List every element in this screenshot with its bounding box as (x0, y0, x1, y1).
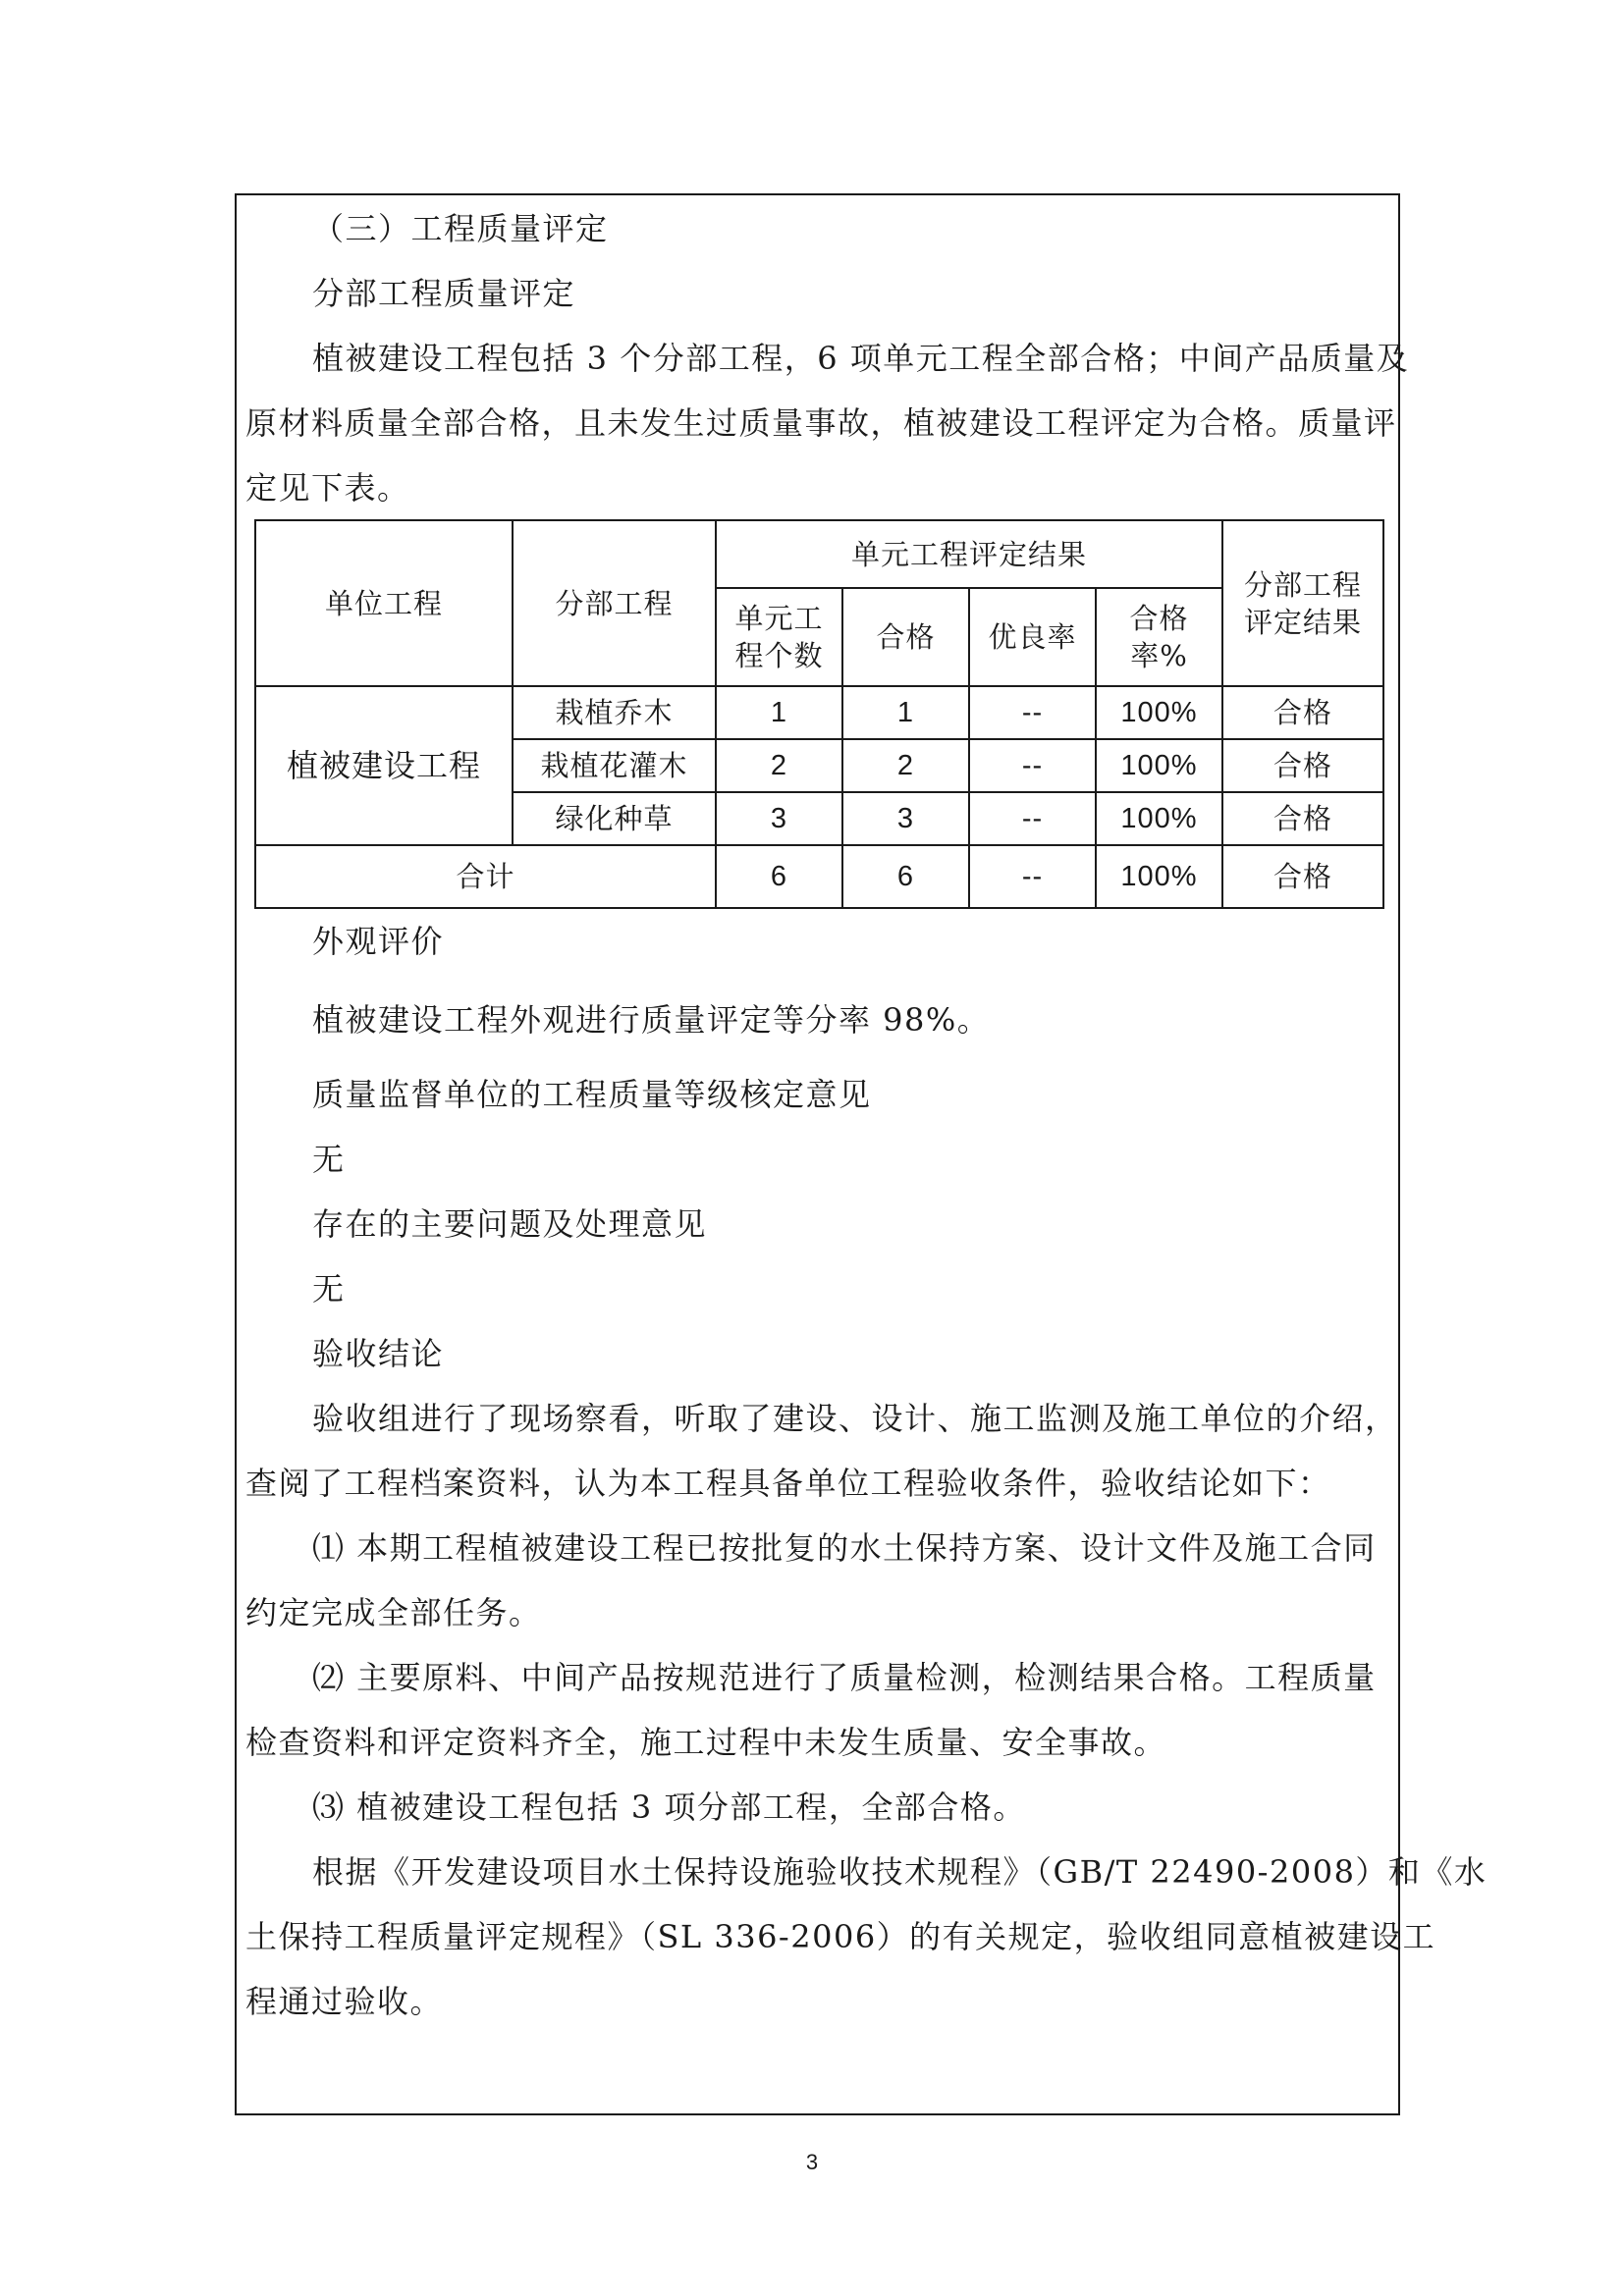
none-text: 无 (312, 1270, 346, 1308)
excellent-rate: -- (969, 686, 1096, 739)
division-name: 栽植花灌木 (513, 739, 716, 792)
total-label: 合计 (255, 845, 716, 908)
header-division-project: 分部工程 (513, 520, 716, 686)
division-result: 合格 (1222, 792, 1383, 845)
paragraph-line: 验收组进行了现场察看，听取了建设、设计、施工监测及施工单位的介绍， (312, 1400, 1398, 1437)
paragraph-line: 定见下表。 (245, 469, 410, 507)
paragraph-line: 程通过验收。 (245, 1983, 444, 2020)
list-item-continuation: 约定完成全部任务。 (245, 1594, 542, 1631)
pass-count: 1 (842, 686, 969, 739)
division-result: 合格 (1222, 739, 1383, 792)
list-item: ⑵ 主要原料、中间产品按规范进行了质量检测，检测结果合格。工程质量 (312, 1659, 1377, 1696)
header-pass-rate: 合格 率% (1096, 588, 1222, 686)
paragraph-line: 根据《开发建设项目水土保持设施验收技术规程》（GB/T 22490-2008）和《水 (312, 1853, 1488, 1891)
list-item: ⑴ 本期工程植被建设工程已按批复的水土保持方案、设计文件及施工合同 (312, 1529, 1377, 1567)
paragraph-line: 原材料质量全部合格，且未发生过质量事故，植被建设工程评定为合格。质量评 (245, 404, 1397, 442)
unit-count: 1 (716, 686, 842, 739)
none-text: 无 (312, 1141, 346, 1178)
pass-rate: 100% (1096, 792, 1222, 845)
excellent-rate: -- (969, 739, 1096, 792)
paragraph-line: 查阅了工程档案资料，认为本工程具备单位工程验收条件，验收结论如下： (245, 1465, 1331, 1502)
paragraph-line: 土保持工程质量评定规程》（SL 336-2006）的有关规定，验收组同意植被建设工 (245, 1918, 1436, 1955)
pass-count: 2 (842, 739, 969, 792)
header-excellent-rate: 优良率 (969, 588, 1096, 686)
subheading-supervision-opinion: 质量监督单位的工程质量等级核定意见 (312, 1076, 872, 1113)
total-excellent: -- (969, 845, 1096, 908)
header-unit-project: 单位工程 (255, 520, 513, 686)
page-number: 3 (805, 2150, 819, 2174)
total-rate: 100% (1096, 845, 1222, 908)
division-result: 合格 (1222, 686, 1383, 739)
division-name: 栽植乔木 (513, 686, 716, 739)
list-item-continuation: 检查资料和评定资料齐全，施工过程中未发生质量、安全事故。 (245, 1724, 1167, 1761)
division-name: 绿化种草 (513, 792, 716, 845)
table-row (255, 686, 1383, 739)
subheading-issues: 存在的主要问题及处理意见 (312, 1205, 708, 1243)
subheading-division-quality: 分部工程质量评定 (312, 275, 576, 312)
pass-count: 3 (842, 792, 969, 845)
quality-assessment-table (254, 519, 1384, 909)
list-item: ⑶ 植被建设工程包括 3 项分部工程，全部合格。 (312, 1789, 1026, 1826)
section-title: （三）工程质量评定 (312, 210, 609, 247)
header-pass: 合格 (842, 588, 969, 686)
unit-count: 3 (716, 792, 842, 845)
unit-count: 2 (716, 739, 842, 792)
paragraph-line: 植被建设工程外观进行质量评定等分率 98%。 (312, 1001, 991, 1039)
total-pass: 6 (842, 845, 969, 908)
unit-name-cell: 植被建设工程 (255, 686, 513, 845)
subheading-appearance: 外观评价 (312, 923, 445, 960)
header-division-result: 分部工程 评定结果 (1222, 520, 1383, 686)
pass-rate: 100% (1096, 686, 1222, 739)
header-result-group: 单元工程评定结果 (716, 520, 1222, 588)
table-total-row (255, 845, 1383, 908)
paragraph-line: 植被建设工程包括 3 个分部工程，6 项单元工程全部合格；中间产品质量及 (312, 340, 1410, 377)
excellent-rate: -- (969, 792, 1096, 845)
total-result: 合格 (1222, 845, 1383, 908)
pass-rate: 100% (1096, 739, 1222, 792)
total-count: 6 (716, 845, 842, 908)
subheading-conclusion: 验收结论 (312, 1335, 445, 1372)
header-unit-count: 单元工 程个数 (716, 588, 842, 686)
